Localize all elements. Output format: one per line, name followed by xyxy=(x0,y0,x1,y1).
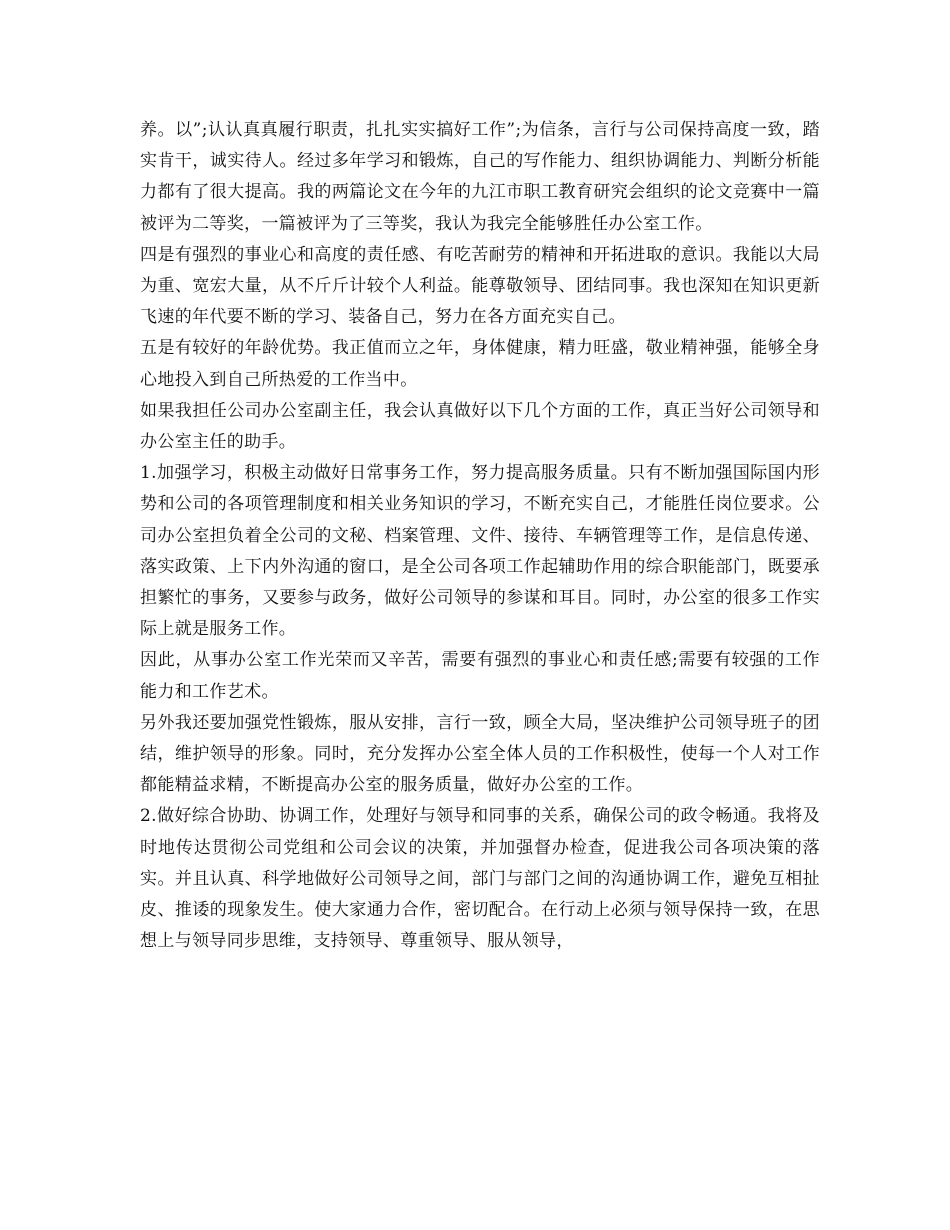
document-body xyxy=(140,115,820,957)
paragraph-3: 五是有较好的年龄优势。我正值而立之年，身体健康，精力旺盛，敬业精神强，能够全身心地投入到自己所热爱的工作当中。 xyxy=(140,338,820,390)
paragraph-6: 因此，从事办公室工作光荣而又辛苦，需要有强烈的事业心和责任感;需要有较强的工作能力和工作艺术。 xyxy=(140,650,820,702)
paragraph-7: 另外我还要加强党性锻炼，服从安排，言行一致，顾全大局，坚决维护公司领导班子的团结，维护领导的形象。同时，充分发挥办公室全体人员的工作积极性，使每一个人对工作都能精益求精，不断提高办公室的服务质量，做好办公室的工作。 xyxy=(140,712,820,796)
paragraph-5: 1.加强学习，积极主动做好日常事务工作，努力提高服务质量。只有不断加强国际国内形势和公司的各项管理制度和相关业务知识的学习，不断充实自己，才能胜任岗位要求。公司办公室担负着全公司的文秘、档案管理、文件、接待、车辆管理等工作，是信息传递、落实政策、上下内外沟通的窗口，是全公司各项工作起辅助作用的综合职能部门，既要承担繁忙的事务，又要参与政务，做好公司领导的参谋和耳目。同时，办公室的很多工作实际上就是服务工作。 xyxy=(140,463,820,640)
paragraph-4: 如果我担任公司办公室副主任，我会认真做好以下几个方面的工作，真正当好公司领导和办公室主任的助手。 xyxy=(140,400,820,453)
paragraph-1: 养。以”;认认真真履行职责，扎扎实实搞好工作”;为信条，言行与公司保持高度一致，踏实肯干，诚实待人。经过多年学习和锻炼，自己的写作能力、组织协调能力、判断分析能力都有了很大提高。我的两篇论文在今年的九江市职工教育研究会组织的论文竞赛中一篇被评为二等奖，一篇被评为了三等奖，我认为我完全能够胜任办公室工作。 xyxy=(140,120,820,234)
paragraph-8: 2.做好综合协助、协调工作，处理好与领导和同事的关系，确保公司的政令畅通。我将及时地传达贯彻公司党组和公司会议的决策，并加强督办检查，促进我公司各项决策的落实。并且认真、科学地做好公司领导之间，部门与部门之间的沟通协调工作，避免互相扯皮、推诿的现象发生。使大家通力合作，密切配合。在行动上必须与领导保持一致，在思想上与领导同步思维，支持领导、尊重领导、服从领导， xyxy=(140,806,820,952)
paragraph-2: 四是有强烈的事业心和高度的责任感、有吃苦耐劳的精神和开拓进取的意识。我能以大局为重、宽宏大量，从不斤斤计较个人利益。能尊敬领导、团结同事。我也深知在知识更新飞速的年代要不断的学习、装备自己，努力在各方面充实自己。 xyxy=(140,244,820,328)
